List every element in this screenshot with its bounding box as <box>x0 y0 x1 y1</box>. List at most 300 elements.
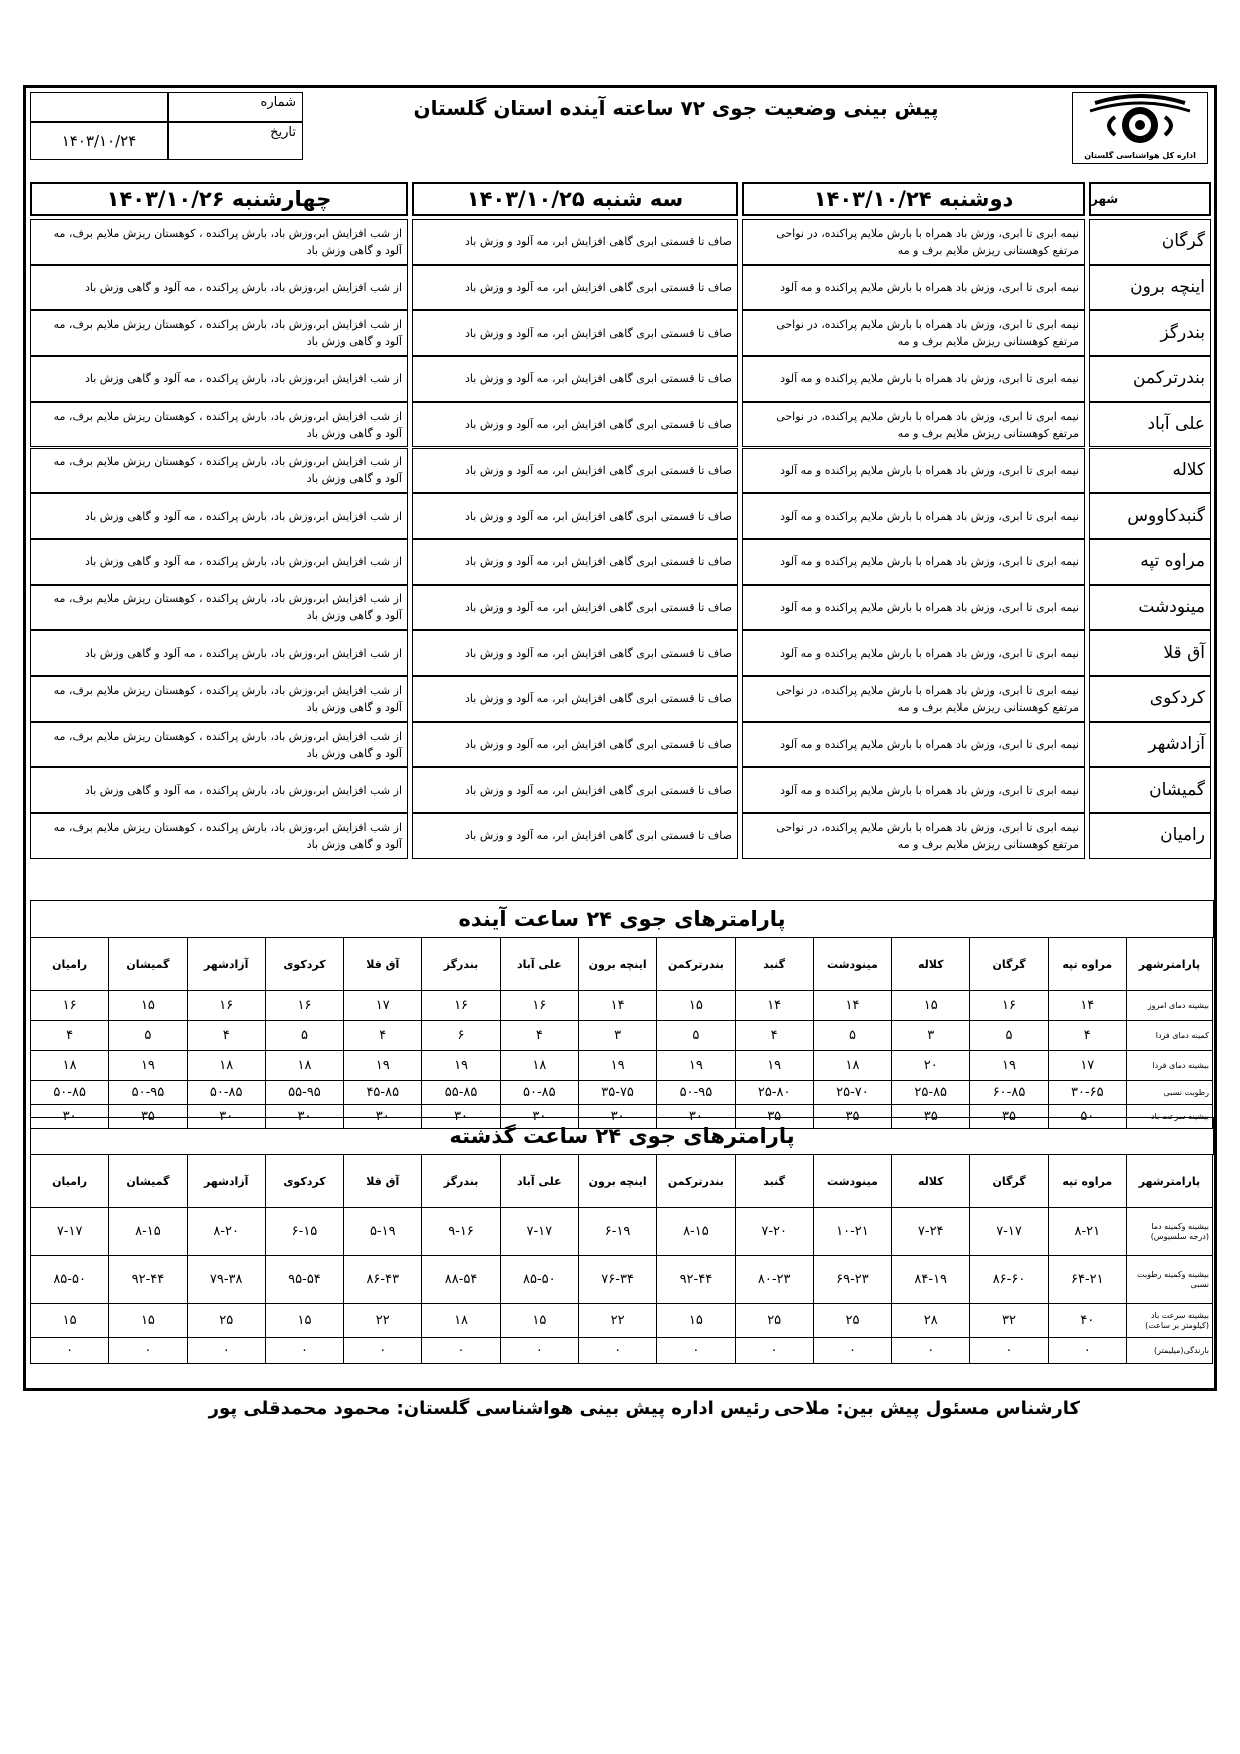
day3-forecast-text: از شب افزایش ابر،وزش باد، بارش پراکنده ، کوهستان ریزش ملایم برف، مه آلود و گاهی وزش باد <box>53 455 402 486</box>
day3-forecast <box>30 539 408 585</box>
day2-header: سه شنبه ۱۴۰۳/۱۰/۲۵ <box>412 182 738 216</box>
table-row <box>31 1338 1213 1364</box>
parameter-value: ۳۵ <box>109 1105 187 1129</box>
day2-forecast-text: صاف تا قسمتی ابری گاهی افزایش ابر، مه آلود و وزش باد <box>465 738 732 752</box>
meteorological-organization-logo <box>1075 93 1205 153</box>
parameter-value: ۶۰-۸۵ <box>970 1081 1048 1105</box>
parameter-value: ۱۸ <box>813 1051 891 1081</box>
day1-forecast-text: نیمه ابری تا ابری، وزش باد همراه با بارش ملایم پراکنده و مه آلود <box>780 372 1079 386</box>
parameter-value: ۳۰ <box>344 1105 422 1129</box>
day3-forecast <box>30 402 408 448</box>
day3-forecast <box>30 493 408 539</box>
table-row <box>31 991 1213 1021</box>
city-column-header: شهر <box>1089 182 1211 216</box>
parameter-value: ۲۲ <box>578 1304 656 1338</box>
day3-forecast-text: از شب افزایش ابر،وزش باد، بارش پراکنده ، کوهستان ریزش ملایم برف، مه آلود و گاهی وزش باد <box>53 729 402 760</box>
parameter-value: ۴ <box>344 1021 422 1051</box>
parameter-value: ۵ <box>970 1021 1048 1051</box>
day1-forecast <box>742 493 1085 539</box>
parameter-value: ۱۵ <box>31 1304 109 1338</box>
parameter-value: ۱۶ <box>500 991 578 1021</box>
table-row <box>31 1256 1213 1304</box>
forecast-row <box>30 813 1212 859</box>
header-number-date-box <box>26 88 304 163</box>
parameter-value: ۰ <box>187 1338 265 1364</box>
day3-forecast-text: از شب افزایش ابر،وزش باد، بارش پراکنده ، کوهستان ریزش ملایم برف، مه آلود و گاهی وزش باد <box>53 318 402 349</box>
forecast-row <box>30 310 1212 356</box>
forecast-row <box>30 402 1212 448</box>
parameter-value: ۱۸ <box>500 1051 578 1081</box>
parameter-value: ۳ <box>578 1021 656 1051</box>
day1-forecast <box>742 767 1085 813</box>
parameter-value: ۱۸ <box>422 1304 500 1338</box>
parameter-label: کمینه دمای فردا <box>1126 1021 1212 1051</box>
day3-forecast <box>30 585 408 631</box>
day3-forecast <box>30 722 408 768</box>
day2-forecast <box>412 585 738 631</box>
parameter-value: ۹۲-۴۴ <box>109 1256 187 1304</box>
day1-forecast-text: نیمه ابری تا ابری، وزش باد همراه با بارش ملایم پراکنده و مه آلود <box>780 783 1079 797</box>
parameter-value: ۰ <box>1048 1338 1126 1364</box>
parameter-value: ۷-۱۷ <box>31 1208 109 1256</box>
day2-forecast-text: صاف تا قسمتی ابری گاهی افزایش ابر، مه آلود و وزش باد <box>465 555 732 569</box>
parameter-value: ۴۰ <box>1048 1304 1126 1338</box>
parameter-value: ۱۵ <box>109 1304 187 1338</box>
day2-forecast-text: صاف تا قسمتی ابری گاهی افزایش ابر، مه آلود و وزش باد <box>465 692 732 706</box>
parameter-value: ۶۴-۲۱ <box>1048 1256 1126 1304</box>
parameter-label: رطوبت نسبی <box>1126 1081 1212 1105</box>
parameter-value: ۳۰ <box>265 1105 343 1129</box>
day2-forecast-text: صاف تا قسمتی ابری گاهی افزایش ابر، مه آلود و وزش باد <box>465 646 732 660</box>
column-city: آق قلا <box>344 938 422 991</box>
day2-forecast-text: صاف تا قسمتی ابری گاهی افزایش ابر، مه آلود و وزش باد <box>465 372 732 386</box>
next24-parameter-table <box>30 937 1213 1129</box>
parameter-value: ۳۰ <box>657 1105 735 1129</box>
parameter-value: ۰ <box>735 1338 813 1364</box>
column-city: کردکوی <box>265 938 343 991</box>
parameter-value: ۸-۲۱ <box>1048 1208 1126 1256</box>
day3-forecast <box>30 448 408 494</box>
parameter-value: ۸-۱۵ <box>657 1208 735 1256</box>
column-city: گمیشان <box>109 938 187 991</box>
day2-forecast <box>412 402 738 448</box>
city-name <box>1089 402 1211 448</box>
parameter-value: ۸۵-۵۰ <box>31 1256 109 1304</box>
day2-forecast <box>412 676 738 722</box>
parameter-label: بیشینه دمای امروز <box>1126 991 1212 1021</box>
parameter-value: ۱۸ <box>187 1051 265 1081</box>
city-name <box>1089 585 1211 631</box>
parameter-value: ۳۰-۶۵ <box>1048 1081 1126 1105</box>
day3-forecast <box>30 767 408 813</box>
city-name-text: بندرترکمن <box>1133 368 1205 389</box>
day1-forecast <box>742 585 1085 631</box>
city-name-text: بندرگز <box>1160 322 1205 343</box>
chief-signature: رئیس اداره پیش بینی هواشناسی گلستان: محمود محمدقلی پور <box>208 1398 770 1419</box>
parameter-value: ۷-۱۷ <box>500 1208 578 1256</box>
parameter-value: ۳۰ <box>31 1105 109 1129</box>
forecast-row <box>30 493 1212 539</box>
parameter-value: ۳۵-۷۵ <box>578 1081 656 1105</box>
parameter-value: ۵۰-۸۵ <box>187 1081 265 1105</box>
parameter-value: ۳ <box>892 1021 970 1051</box>
parameter-label: بارندگی(میلیمتر) <box>1126 1338 1212 1364</box>
column-city: اینچه برون <box>578 938 656 991</box>
parameter-value: ۵ <box>265 1021 343 1051</box>
city-name <box>1089 356 1211 402</box>
parameter-value: ۰ <box>31 1338 109 1364</box>
parameter-value: ۸۸-۵۴ <box>422 1256 500 1304</box>
day2-forecast-text: صاف تا قسمتی ابری گاهی افزایش ابر، مه آلود و وزش باد <box>465 600 732 614</box>
forecast-row <box>30 767 1212 813</box>
column-city: آزادشهر <box>187 1155 265 1208</box>
column-city: اینچه برون <box>578 1155 656 1208</box>
parameter-value: ۹-۱۶ <box>422 1208 500 1256</box>
logo-caption: اداره کل هواشناسی گلستان <box>1084 151 1196 160</box>
parameter-value: ۰ <box>500 1338 578 1364</box>
parameter-value: ۹۵-۵۴ <box>265 1256 343 1304</box>
forecast-sheet <box>23 85 1217 1391</box>
table-row <box>31 1304 1213 1338</box>
parameter-value: ۵۰ <box>1048 1105 1126 1129</box>
column-city: علی آباد <box>500 1155 578 1208</box>
parameter-value: ۷-۲۰ <box>735 1208 813 1256</box>
day3-header: چهارشنبه ۱۴۰۳/۱۰/۲۶ <box>30 182 408 216</box>
parameter-value: ۱۷ <box>344 991 422 1021</box>
city-name-text: گمیشان <box>1149 779 1205 800</box>
column-city: رامیان <box>31 938 109 991</box>
city-name-text: کردکوی <box>1149 688 1205 709</box>
parameter-value: ۵۰-۸۵ <box>500 1081 578 1105</box>
day3-forecast <box>30 265 408 311</box>
day1-forecast <box>742 813 1085 859</box>
day3-forecast <box>30 356 408 402</box>
parameter-value: ۱۸ <box>31 1051 109 1081</box>
parameter-value: ۱۵ <box>265 1304 343 1338</box>
day1-forecast-text: نیمه ابری تا ابری، وزش باد همراه با بارش ملایم پراکنده و مه آلود <box>780 600 1079 614</box>
day1-forecast-text: نیمه ابری تا ابری، وزش باد همراه با بارش ملایم پراکنده، در نواحی مرتفع کوهستانی ریزش ملایم برف و مه <box>776 226 1079 257</box>
day2-forecast <box>412 493 738 539</box>
parameter-value: ۳۲ <box>970 1304 1048 1338</box>
day1-forecast-text: نیمه ابری تا ابری، وزش باد همراه با بارش ملایم پراکنده و مه آلود <box>780 281 1079 295</box>
parameter-value: ۰ <box>892 1338 970 1364</box>
day3-forecast-text: از شب افزایش ابر،وزش باد، بارش پراکنده ، مه آلود و گاهی وزش باد <box>84 783 402 797</box>
parameter-value: ۷۹-۳۸ <box>187 1256 265 1304</box>
day1-forecast-text: نیمه ابری تا ابری، وزش باد همراه با بارش ملایم پراکنده و مه آلود <box>780 463 1079 477</box>
day3-forecast <box>30 219 408 265</box>
day1-forecast <box>742 402 1085 448</box>
parameter-value: ۱۹ <box>578 1051 656 1081</box>
day1-forecast-text: نیمه ابری تا ابری، وزش باد همراه با بارش ملایم پراکنده و مه آلود <box>780 555 1079 569</box>
day3-forecast-text: از شب افزایش ابر،وزش باد، بارش پراکنده ، مه آلود و گاهی وزش باد <box>84 509 402 523</box>
parameter-value: ۶ <box>422 1021 500 1051</box>
parameter-value: ۰ <box>265 1338 343 1364</box>
parameter-value: ۲۵-۸۵ <box>892 1081 970 1105</box>
day3-forecast-text: از شب افزایش ابر،وزش باد، بارش پراکنده ، کوهستان ریزش ملایم برف، مه آلود و گاهی وزش باد <box>53 683 402 714</box>
day2-forecast-text: صاف تا قسمتی ابری گاهی افزایش ابر، مه آلود و وزش باد <box>465 783 732 797</box>
city-name <box>1089 265 1211 311</box>
day1-forecast <box>742 219 1085 265</box>
parameter-value: ۴۵-۸۵ <box>344 1081 422 1105</box>
day3-forecast-text: از شب افزایش ابر،وزش باد، بارش پراکنده ، کوهستان ریزش ملایم برف، مه آلود و گاهی وزش باد <box>53 226 402 257</box>
column-city: رامیان <box>31 1155 109 1208</box>
table-row <box>31 1208 1213 1256</box>
parameter-value: ۸۶-۴۳ <box>344 1256 422 1304</box>
column-city: آزادشهر <box>187 938 265 991</box>
city-name-text: اینچه برون <box>1130 277 1205 298</box>
day1-forecast-text: نیمه ابری تا ابری، وزش باد همراه با بارش ملایم پراکنده، در نواحی مرتفع کوهستانی ریزش ملایم برف و مه <box>776 820 1079 851</box>
column-city: بندرترکمن <box>657 1155 735 1208</box>
past24-section-title: پارامترهای جوی ۲۴ ساعت گذشته <box>30 1117 1214 1155</box>
parameter-value: ۱۹ <box>422 1051 500 1081</box>
parameter-value: ۳۵ <box>735 1105 813 1129</box>
day3-forecast <box>30 310 408 356</box>
parameter-value: ۱۴ <box>578 991 656 1021</box>
city-name <box>1089 630 1211 676</box>
table-header-row <box>31 938 1213 991</box>
day1-forecast <box>742 539 1085 585</box>
parameter-value: ۲۲ <box>344 1304 422 1338</box>
page-title: پیش بینی وضعیت جوی ۷۲ ساعته آینده استان گلستان <box>413 96 939 120</box>
parameter-value: ۸۴-۱۹ <box>892 1256 970 1304</box>
parameter-value: ۸-۲۰ <box>187 1208 265 1256</box>
column-city: بندرترکمن <box>657 938 735 991</box>
day1-forecast-text: نیمه ابری تا ابری، وزش باد همراه با بارش ملایم پراکنده، در نواحی مرتفع کوهستانی ریزش ملایم برف و مه <box>776 318 1079 349</box>
parameter-value: ۱۶ <box>265 991 343 1021</box>
parameter-label: بیشینه دمای فردا <box>1126 1051 1212 1081</box>
parameter-value: ۱۰-۲۱ <box>813 1208 891 1256</box>
column-city: گنبد <box>735 1155 813 1208</box>
day2-forecast-text: صاف تا قسمتی ابری گاهی افزایش ابر، مه آلود و وزش باد <box>465 463 732 477</box>
table-row <box>31 1081 1213 1105</box>
city-name-text: آزادشهر <box>1148 734 1205 755</box>
next24-section-title: پارامترهای جوی ۲۴ ساعت آینده <box>30 900 1214 938</box>
parameter-value: ۱۷ <box>1048 1051 1126 1081</box>
day2-forecast-text: صاف تا قسمتی ابری گاهی افزایش ابر، مه آلود و وزش باد <box>465 235 732 249</box>
forecast-row <box>30 630 1212 676</box>
city-name <box>1089 767 1211 813</box>
day2-forecast-text: صاف تا قسمتی ابری گاهی افزایش ابر، مه آلود و وزش باد <box>465 281 732 295</box>
city-name <box>1089 493 1211 539</box>
forecast-row <box>30 265 1212 311</box>
date-label: تاریخ <box>270 125 296 140</box>
city-name <box>1089 219 1211 265</box>
day3-forecast <box>30 630 408 676</box>
day3-forecast <box>30 813 408 859</box>
day2-forecast <box>412 310 738 356</box>
day2-forecast-text: صاف تا قسمتی ابری گاهی افزایش ابر، مه آلود و وزش باد <box>465 418 732 432</box>
column-city: کردکوی <box>265 1155 343 1208</box>
city-name-text: علی آباد <box>1147 414 1205 435</box>
city-name-text: کلاله <box>1172 459 1205 480</box>
forecast-row <box>30 722 1212 768</box>
parameter-value: ۳۰ <box>187 1105 265 1129</box>
parameter-value: ۲۵ <box>187 1304 265 1338</box>
day1-forecast <box>742 676 1085 722</box>
parameter-value: ۶-۱۵ <box>265 1208 343 1256</box>
parameter-value: ۵۵-۹۵ <box>265 1081 343 1105</box>
city-name <box>1089 448 1211 494</box>
city-name-text: گنبدکاووس <box>1127 505 1205 526</box>
parameter-value: ۳۵ <box>813 1105 891 1129</box>
column-city: مراوه تپه <box>1048 938 1126 991</box>
parameter-value: ۷۶-۳۴ <box>578 1256 656 1304</box>
parameter-value: ۷-۱۷ <box>970 1208 1048 1256</box>
parameter-value: ۶-۱۹ <box>578 1208 656 1256</box>
parameter-value: ۱۹ <box>735 1051 813 1081</box>
parameter-label: بیشینه سرعت باد (کیلومتر بر ساعت) <box>1126 1304 1212 1338</box>
expert-signature: کارشناس مسئول پیش بین: ملاحی <box>773 1398 1080 1419</box>
parameter-value: ۱۸ <box>265 1051 343 1081</box>
column-city: بندرگز <box>422 938 500 991</box>
column-city: علی آباد <box>500 938 578 991</box>
day1-forecast-text: نیمه ابری تا ابری، وزش باد همراه با بارش ملایم پراکنده، در نواحی مرتفع کوهستانی ریزش ملایم برف و مه <box>776 409 1079 440</box>
parameter-value: ۰ <box>344 1338 422 1364</box>
parameter-value: ۴ <box>31 1021 109 1051</box>
table-row <box>31 1021 1213 1051</box>
day3-forecast-text: از شب افزایش ابر،وزش باد، بارش پراکنده ، مه آلود و گاهی وزش باد <box>84 372 402 386</box>
column-city: کلاله <box>892 1155 970 1208</box>
parameter-value: ۱۴ <box>813 991 891 1021</box>
day1-forecast <box>742 356 1085 402</box>
city-name-text: مراوه تپه <box>1140 551 1205 572</box>
parameter-value: ۰ <box>578 1338 656 1364</box>
parameter-label: بیشینه سرعت باد <box>1126 1105 1212 1129</box>
city-name <box>1089 539 1211 585</box>
parameter-value: ۱۶ <box>422 991 500 1021</box>
parameter-value: ۸۶-۶۰ <box>970 1256 1048 1304</box>
day3-forecast-text: از شب افزایش ابر،وزش باد، بارش پراکنده ، کوهستان ریزش ملایم برف، مه آلود و گاهی وزش باد <box>53 820 402 851</box>
day2-forecast <box>412 448 738 494</box>
column-city: آق قلا <box>344 1155 422 1208</box>
parameter-value: ۱۵ <box>109 991 187 1021</box>
column-city: گنبد <box>735 938 813 991</box>
parameter-value: ۱۹ <box>344 1051 422 1081</box>
parameter-value: ۱۶ <box>31 991 109 1021</box>
parameter-value: ۳۵ <box>970 1105 1048 1129</box>
parameter-value: ۱۵ <box>500 1304 578 1338</box>
parameter-value: ۸۵-۵۰ <box>500 1256 578 1304</box>
corner-label: پارامترشهر <box>1126 938 1212 991</box>
parameter-value: ۱۵ <box>657 1304 735 1338</box>
number-label: شماره <box>260 95 296 110</box>
day2-forecast <box>412 813 738 859</box>
column-city: گرگان <box>970 938 1048 991</box>
day2-forecast <box>412 219 738 265</box>
city-name <box>1089 310 1211 356</box>
parameter-value: ۳۰ <box>422 1105 500 1129</box>
date-label-cell <box>168 122 303 160</box>
forecast-row <box>30 676 1212 722</box>
corner-label: پارامترشهر <box>1126 1155 1212 1208</box>
parameter-value: ۵۰-۸۵ <box>31 1081 109 1105</box>
parameter-value: ۹۲-۴۴ <box>657 1256 735 1304</box>
day3-forecast-text: از شب افزایش ابر،وزش باد، بارش پراکنده ، مه آلود و گاهی وزش باد <box>84 555 402 569</box>
column-city: مینودشت <box>813 1155 891 1208</box>
column-city: گرگان <box>970 1155 1048 1208</box>
number-value-cell <box>30 92 168 122</box>
day2-forecast <box>412 722 738 768</box>
parameter-value: ۵-۱۹ <box>344 1208 422 1256</box>
issue-date: ۱۴۰۳/۱۰/۲۴ <box>61 132 137 150</box>
parameter-label: بیشینه وکمینه دما (درجه سلسیوس) <box>1126 1208 1212 1256</box>
day1-forecast-text: نیمه ابری تا ابری، وزش باد همراه با بارش ملایم پراکنده و مه آلود <box>780 646 1079 660</box>
parameter-value: ۵ <box>109 1021 187 1051</box>
city-name <box>1089 813 1211 859</box>
column-city: کلاله <box>892 938 970 991</box>
parameter-value: ۱۶ <box>970 991 1048 1021</box>
forecast-row <box>30 219 1212 265</box>
column-city: مراوه تپه <box>1048 1155 1126 1208</box>
parameter-value: ۴ <box>500 1021 578 1051</box>
parameter-value: ۱۶ <box>187 991 265 1021</box>
parameter-value: ۷-۲۴ <box>892 1208 970 1256</box>
number-label-cell <box>168 92 303 122</box>
day1-forecast <box>742 630 1085 676</box>
parameter-label: بیشینه وکمینه رطوبت نسبی <box>1126 1256 1212 1304</box>
parameter-value: ۰ <box>970 1338 1048 1364</box>
table-header-row <box>31 1155 1213 1208</box>
parameter-value: ۲۵-۸۰ <box>735 1081 813 1105</box>
day2-forecast <box>412 265 738 311</box>
parameter-value: ۲۰ <box>892 1051 970 1081</box>
parameter-value: ۵۰-۹۵ <box>109 1081 187 1105</box>
column-city: گمیشان <box>109 1155 187 1208</box>
parameter-value: ۲۵ <box>735 1304 813 1338</box>
day2-forecast-text: صاف تا قسمتی ابری گاهی افزایش ابر، مه آلود و وزش باد <box>465 829 732 843</box>
parameter-value: ۴ <box>187 1021 265 1051</box>
day1-forecast <box>742 265 1085 311</box>
parameter-value: ۵۰-۹۵ <box>657 1081 735 1105</box>
parameter-value: ۸-۱۵ <box>109 1208 187 1256</box>
past24-parameter-table <box>30 1154 1213 1364</box>
parameter-value: ۰ <box>813 1338 891 1364</box>
parameter-value: ۱۴ <box>735 991 813 1021</box>
day1-forecast <box>742 310 1085 356</box>
logo-box <box>1072 92 1208 164</box>
day3-forecast <box>30 676 408 722</box>
parameter-value: ۲۵ <box>813 1304 891 1338</box>
forecast-row <box>30 539 1212 585</box>
day3-forecast-text: از شب افزایش ابر،وزش باد، بارش پراکنده ، کوهستان ریزش ملایم برف، مه آلود و گاهی وزش باد <box>53 592 402 623</box>
city-name-text: آق قلا <box>1163 642 1205 663</box>
day2-forecast <box>412 539 738 585</box>
parameter-value: ۵ <box>657 1021 735 1051</box>
day1-forecast-text: نیمه ابری تا ابری، وزش باد همراه با بارش ملایم پراکنده، در نواحی مرتفع کوهستانی ریزش ملایم برف و مه <box>776 683 1079 714</box>
forecast-row <box>30 585 1212 631</box>
parameter-value: ۲۸ <box>892 1304 970 1338</box>
city-name <box>1089 722 1211 768</box>
parameter-value: ۰ <box>657 1338 735 1364</box>
parameter-value: ۴ <box>1048 1021 1126 1051</box>
parameter-value: ۱۴ <box>1048 991 1126 1021</box>
parameter-value: ۰ <box>422 1338 500 1364</box>
day2-forecast <box>412 767 738 813</box>
day1-header: دوشنبه ۱۴۰۳/۱۰/۲۴ <box>742 182 1085 216</box>
day1-forecast-text: نیمه ابری تا ابری، وزش باد همراه با بارش ملایم پراکنده و مه آلود <box>780 509 1079 523</box>
parameter-value: ۱۵ <box>657 991 735 1021</box>
day3-forecast-text: از شب افزایش ابر،وزش باد، بارش پراکنده ، کوهستان ریزش ملایم برف، مه آلود و گاهی وزش باد <box>53 409 402 440</box>
parameter-value: ۲۵-۷۰ <box>813 1081 891 1105</box>
day3-forecast-text: از شب افزایش ابر،وزش باد، بارش پراکنده ، مه آلود و گاهی وزش باد <box>84 281 402 295</box>
day1-forecast <box>742 448 1085 494</box>
day2-forecast <box>412 356 738 402</box>
day2-forecast-text: صاف تا قسمتی ابری گاهی افزایش ابر، مه آلود و وزش باد <box>465 326 732 340</box>
parameter-value: ۱۹ <box>109 1051 187 1081</box>
city-name-text: مینودشت <box>1138 596 1205 617</box>
parameter-value: ۳۵ <box>892 1105 970 1129</box>
parameter-value: ۳۰ <box>578 1105 656 1129</box>
